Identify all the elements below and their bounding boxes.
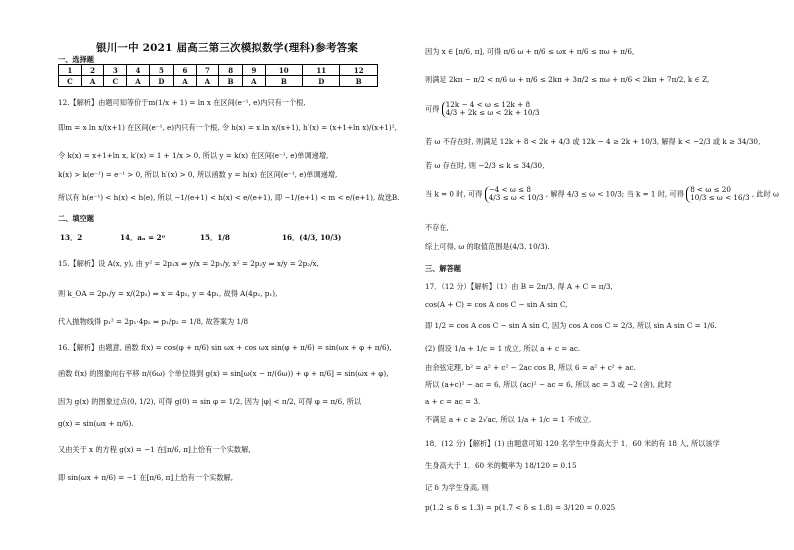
q15-line-3: 代入抛物线得 p₁² = 2p₁·4p₂ ⇒ p₁/p₂ = 1/8, 故答案为 1/8 — [58, 317, 249, 326]
case-k1-label: , 解得 4/3 ≤ ω < 10/3; 当 k = 1 时, 可得 — [545, 189, 684, 199]
answer-num: 5 — [149, 65, 174, 76]
right-line-1: 因为 x ∈ [π/6, π], 可得 π/6 ω + π/6 ≤ ωx + π/6 ≤ πω + π/6, — [425, 47, 635, 56]
answer-cell: A — [243, 76, 265, 87]
answer-num: 11 — [303, 65, 340, 76]
answer-num: 2 — [81, 65, 103, 76]
system-eq-1: 12k − 4 < ω ≤ 12k + 8 — [445, 100, 531, 109]
section-fill-heading: 二、填空题 — [58, 214, 94, 223]
answer-cell: D — [149, 76, 174, 87]
case-k0-eq-2: 4/3 ≤ ω < 10/3 — [488, 193, 544, 203]
page-title: 银川一中 2021 届高三第三次模拟数学(理科)参考答案 — [96, 42, 359, 54]
section-solve-heading: 三、解答题 — [425, 264, 461, 273]
q18-line-4: p(1.2 ≤ δ ≤ 1.3) = p(1.7 < δ ≤ 1.8) = 3/120 = 0.025 — [425, 503, 616, 512]
q17-line-8: 不满足 a + c ≥ 2√ac, 所以 1/a + 1/c = 1 不成立. — [425, 415, 592, 424]
case-k0-brace — [485, 186, 544, 203]
q17-line-1: 17．（12 分）【解析】（1）由 B = 2π/3, 得 A + C = π/3, — [425, 282, 613, 291]
answer-table-answer-row — [59, 76, 378, 87]
right-line-3-label: 可得 — [425, 104, 440, 114]
q12-line-4: k(x) > k(e⁻¹) = e⁻¹ > 0, 所以 h′(x) > 0, 所以函数 y = h(x) 在区间(e⁻¹, e)单调递增, — [58, 170, 338, 179]
right-line-6 — [425, 186, 779, 203]
answer-cell: B — [265, 76, 302, 87]
q17-line-7: a + c = ac = 3. — [425, 397, 481, 406]
q16-line-5: 又由关于 x 的方程 g(x) = −1 在[π/6, π]上恰有一个实数解, — [58, 445, 251, 454]
answer-num: 8 — [219, 65, 243, 76]
case-k0-eq-1: −4 < ω ≤ 8 — [488, 185, 531, 194]
q12-line-3: 令 k(x) = x+1+ln x, k′(x) = 1 + 1/x > 0, 所以 y = k(x) 在区间(e⁻¹, e)单调递增, — [58, 151, 329, 160]
right-line-4: 若 ω 不存在时, 则满足 12k + 8 < 2k + 4/3 或 12k − 4 ≥ 2k + 10/3, 解得 k < −2/3 或 k ≥ 34/30, — [425, 137, 761, 146]
answer-14: 14．aₙ = 2ⁿ — [120, 233, 166, 242]
q16-line-3: 因为 g(x) 的图象过点(0, 1/2), 可得 g(0) = sin φ = 1/2, 因为 |φ| < π/2, 可得 φ = π/6, 所以 — [58, 397, 362, 406]
section-choice-heading: 一、选择题 — [58, 55, 94, 64]
right-line-7: 不存在, — [425, 223, 449, 232]
case-k1-brace — [686, 186, 749, 203]
q17-line-4: (2) 假设 1/a + 1/c = 1 成立, 所以 a + c = ac. — [425, 344, 581, 353]
system-brace — [442, 101, 540, 118]
right-line-2: 则满足 2kπ − π/2 < π/6 ω + π/6 ≤ 2kπ + 3π/2 ≤ πω + π/6 < 2kπ + 7π/2, k ∈ Z, — [425, 75, 710, 84]
answer-num: 6 — [174, 65, 196, 76]
q12-line-2: 即m = x ln x/(x+1) 在区间(e⁻¹, e)内只有一个根, 令 h(x) = x ln x/(x+1), h′(x) = (x+1+ln x)/(x+1)², — [58, 123, 397, 132]
answer-cell: D — [303, 76, 340, 87]
case-k1-eq-2: 10/3 ≤ ω < 16/3 — [690, 193, 750, 203]
q18-line-2: 生身高大于 1．60 米的概率为 18/120 = 0.15 — [425, 461, 577, 470]
answer-num: 1 — [59, 65, 82, 76]
answer-13: 13．2 — [60, 233, 83, 242]
q17-line-6: 所以 (a+c)² − ac = 6, 所以 (ac)² − ac = 6, 所以 ac = 3 或 −2 (舍), 此时 — [425, 380, 672, 389]
q15-line-2: 则 k_OA = 2p₁/y = x/(2p₂) ⇒ x = 4p₂, y = 4p₁, 故得 A(4p₂, p₁), — [58, 289, 278, 298]
answer-num: 4 — [127, 65, 149, 76]
answer-cell: B — [219, 76, 243, 87]
right-line-3 — [425, 101, 539, 118]
answer-table-number-row — [59, 65, 378, 76]
answer-cell: A — [81, 76, 103, 87]
answer-16: 16．(4/3, 10/3) — [282, 233, 342, 242]
q17-line-3: 即 1/2 = cos A cos C − sin A sin C, 因为 cos A cos C = 2/3, 所以 sin A sin C = 1/6. — [425, 321, 717, 330]
q15-line-1: 15.【解析】设 A(x, y), 由 y² = 2p₁x ⇒ y/x = 2p₁/y, x² = 2p₂y ⇒ x/y = 2p₂/x, — [58, 259, 319, 268]
q16-line-6: 即 sin(ωx + π/6) = −1 在[π/6, π]上恰有一个实数解, — [58, 473, 233, 482]
answer-cell: C — [104, 76, 127, 87]
q18-line-3: 记 δ 为学生身高, 则 — [425, 483, 489, 492]
q16-line-4: g(x) = sin(ωx + π/6). — [58, 419, 134, 428]
q17-line-2: cos(A + C) = cos A cos C − sin A sin C, — [425, 300, 568, 309]
answer-num: 10 — [265, 65, 302, 76]
answer-num: 12 — [340, 65, 378, 76]
right-line-5: 若 ω 存在时, 则 −2/3 ≤ k ≤ 34/30, — [425, 161, 545, 170]
case-k0-label: 当 k = 0 时, 可得 — [425, 189, 483, 199]
right-line-8: 综上可得, ω 的取值范围是(4/3, 10/3). — [425, 242, 550, 251]
answer-15: 15．1/8 — [200, 233, 230, 242]
answer-cell: B — [340, 76, 378, 87]
system-eq-2: 4/3 + 2k ≤ ω < 2k + 10/3 — [445, 108, 540, 118]
q16-line-1: 16.【解析】由题意, 函数 f(x) = cos(φ + π/6) sin ωx + cos ωx sin(φ + π/6) = sin(ωx + φ + π/6), — [58, 343, 392, 352]
answer-cell: A — [196, 76, 218, 87]
answer-cell: A — [127, 76, 149, 87]
answer-num: 7 — [196, 65, 218, 76]
answer-num: 3 — [104, 65, 127, 76]
q16-line-2: 函数 f(x) 的图象向右平移 π/(6ω) 个单位得到 g(x) = sin[ω(x − π/(6ω)) + φ + π/6] = sin(ωx + φ), — [58, 369, 389, 378]
case-k1-eq-1: 8 < ω ≤ 20 — [690, 185, 731, 194]
q17-line-5: 由余弦定理, b² = a² + c² − 2ac cos B, 所以 6 = a² + c² + ac. — [425, 363, 636, 372]
q12-line-1: 12.【解析】由题可知等价于m(1/x + 1) = ln x 在区间(e⁻¹, e)内只有一个根, — [58, 98, 306, 107]
answer-num: 9 — [243, 65, 265, 76]
answer-table — [58, 64, 378, 87]
q18-line-1: 18．(12 分)【解析】(1) 由题意可知 120 名学生中身高大于 1．60 米的有 18 人, 所以该学 — [425, 439, 720, 448]
answer-cell: C — [59, 76, 82, 87]
answer-cell: A — [174, 76, 196, 87]
q12-line-5: 所以有 h(e⁻¹) < h(x) < h(e), 所以 −1/(e+1) < h(x) < e/(e+1), 即 −1/(e+1) < m < e/(e+1), 故选B. — [58, 193, 400, 202]
case-k1-tail: , 此时 ω — [751, 189, 779, 199]
